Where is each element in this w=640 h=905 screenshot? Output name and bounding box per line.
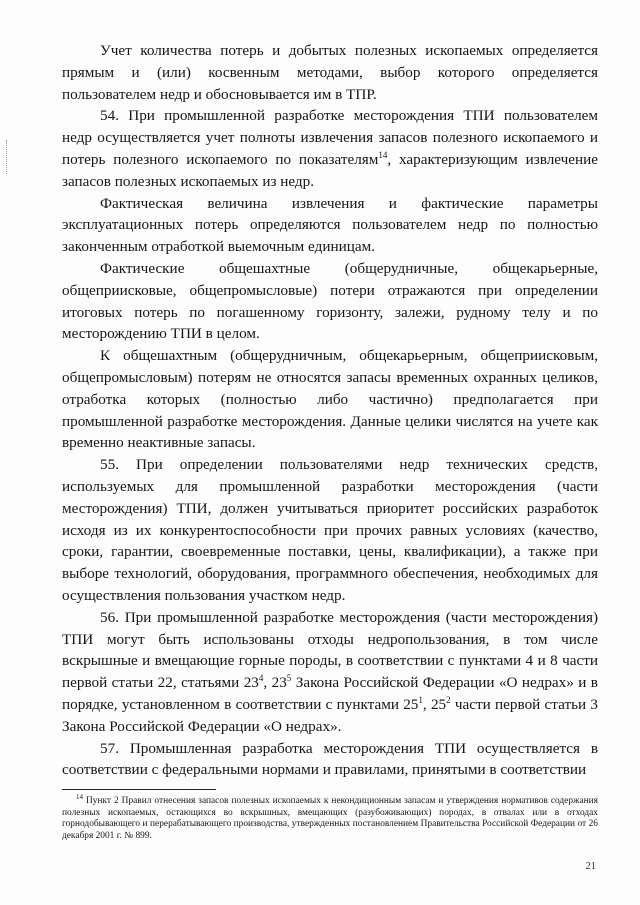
footnote — [62, 793, 598, 842]
document-body — [62, 40, 598, 781]
superscript-reference: 5 — [286, 673, 292, 684]
footnote-text: Пункт 2 Правил отнесения запасов полезных ископаемых к некондиционным запасам и утверждения нормативов содержания полезных ископаемых, остающихся во вскрышных, вмещающих (разубоживающих) породах, в отвалах или в отходах горнодобывающего и перерабатывающего производства, утвержденных постановлением Правительства Российской Федерации от 26 декабря 2001 г. № 899. — [62, 796, 598, 841]
paragraph-p1 — [62, 40, 598, 105]
page-number: 21 — [585, 861, 596, 872]
paragraph-p4 — [62, 258, 598, 345]
footnote-divider — [62, 789, 216, 790]
paragraph-text: части первой статьи 3 Закона Российской Федерации «О недрах». — [62, 695, 598, 735]
paragraph-p7 — [62, 607, 598, 738]
paragraph-text: Фактические общешахтные (общерудничные, общекарьерные, общеприисковые, общепромысловые) потери отражаются при определении итоговых потерь по погашенному горизонту, залежи, рудному телу и по месторождению ТПИ в целом. — [62, 259, 598, 343]
paragraph-text: Закона Российской Федерации «О недрах» и в порядке, установленном в соответствии с пунктами 25 — [62, 674, 598, 713]
footnote-marker: 14 — [76, 793, 83, 801]
superscript-reference: 14 — [378, 149, 388, 160]
superscript-reference: 1 — [418, 694, 423, 705]
paragraph-p5 — [62, 345, 598, 454]
paragraph-text: 55. При определении пользователями недр технических средств, используемых для промышленной разработки месторождения (части месторождения) ТПИ, должен учитываться приоритет российских разработок исходя из их конкурентоспособности при прочих равных условиях (качество, сроки, гарантии, своевременные поставки, цены, квалификации), а также при выборе технологий, оборудования, программного обеспечения, необходимых для осуществления пользования участком недр. — [62, 456, 598, 604]
paragraph-text: , 25 — [422, 695, 447, 713]
paragraph-text: 57. Промышленная разработка месторождения ТПИ осуществляется в соответствии с федеральными нормами и правилами, принятыми в соответствии — [62, 739, 598, 779]
paragraph-text: Фактическая величина извлечения и фактические параметры эксплуатационных потерь определяются пользователем недр по полностью законченным отработкой выемочным единицам. — [62, 194, 598, 256]
superscript-reference: 2 — [446, 694, 451, 705]
paragraph-text: К общешахтным (общерудничным, общекарьерным, общеприисковым, общепромысловым) потерям не относятся запасы временных охранных целиков, отработка которых (полностью либо частично) предполагается при промышленной разработке месторождения. Данные целики числятся на учете как временно неактивные запасы. — [62, 347, 598, 452]
paragraph-p2 — [62, 105, 598, 192]
scan-margin-mark — [6, 140, 9, 174]
paragraph-text: 56. При промышленной разработке месторождения (части месторождения) ТПИ могут быть использованы отходы недропользования, в том числе вскрышные и вмещающие горные породы, в соответствии с пунктами 4 и 8 части первой статьи 22, статьями 23 — [62, 608, 598, 692]
superscript-reference: 4 — [258, 673, 264, 684]
paragraph-p8 — [62, 738, 598, 782]
paragraph-text: Учет количества потерь и добытых полезных ископаемых определяется прямым и (или) косвенным методами, выбор которого определяется пользователем недр и обосновывается им в ТПР. — [62, 42, 598, 103]
paragraph-text: 54. При промышленной разработке месторождения ТПИ пользователем недр осуществляется учет полноты извлечения запасов полезного ископаемого и потерь полезного ископаемого по показателям — [62, 107, 598, 168]
paragraph-p6 — [62, 454, 598, 607]
paragraph-p3 — [62, 193, 598, 258]
paragraph-text: , 23 — [263, 674, 287, 692]
paragraph-text: , характеризующим извлечение запасов полезных ископаемых из недр. — [62, 150, 599, 190]
